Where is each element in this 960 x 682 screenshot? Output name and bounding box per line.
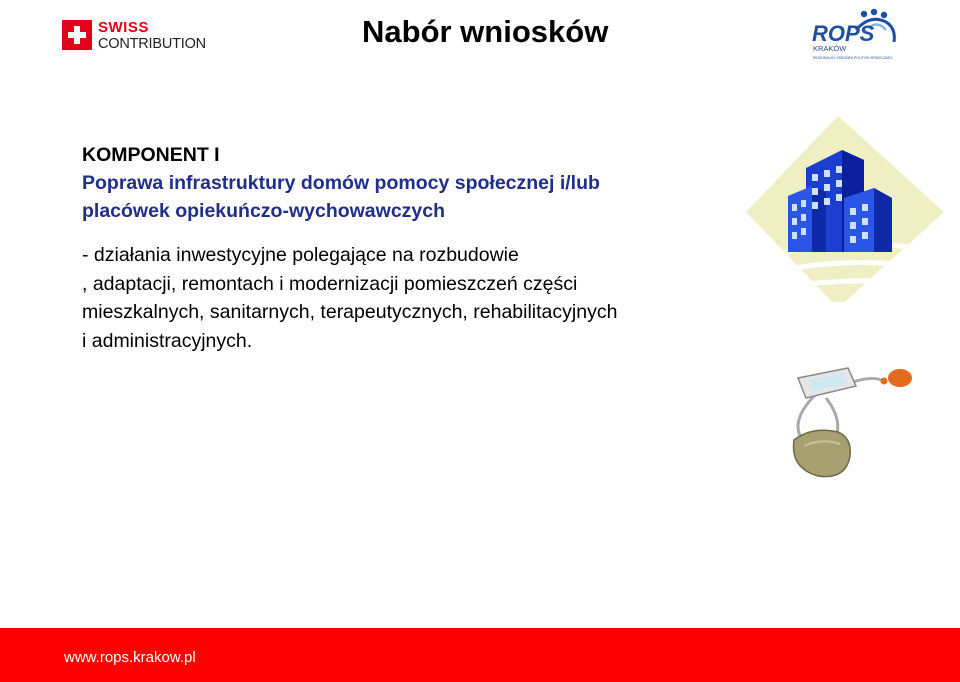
description-line: i administracyjnych. [82,329,253,352]
rops-logo-tagline: REGIONALNY OŚRODEK POLITYKI SPOŁECZNEJ [813,56,893,60]
component-description [82,241,762,355]
page-title: Nabór wniosków [362,14,609,49]
blood-pressure-monitor-icon [776,364,918,482]
description-line: , adaptacji, remontach i modernizacji pomieszczeń części [82,272,578,295]
description-line: mieszkalnych, sanitarnych, terapeutycznych, rehabilitacyjnych [82,301,618,323]
swiss-cross-icon [62,20,92,50]
component-subtitle-line1: Poprawa infrastruktury domów pomocy społecznej i/lub [82,172,600,194]
component-subtitle-line2: placówek opiekuńczo-wychowawczych [82,200,446,222]
swiss-logo-line1: SWISS [98,19,149,36]
rops-logo-city: KRAKÓW [813,44,847,53]
footer-website-link[interactable]: www.rops.krakow.pl [64,649,196,666]
office-buildings-icon [746,112,956,302]
swiss-contribution-logo [62,20,222,54]
footer-bar [0,628,960,682]
rops-krakow-logo [812,8,908,64]
swiss-logo-line2: CONTRIBUTION [98,36,206,52]
rops-logo-name: ROPS [812,21,875,46]
main-content [82,141,762,355]
component-heading: KOMPONENT I [82,144,220,166]
description-line: - działania inwestycyjne polegające na rozbudowie [82,244,519,266]
